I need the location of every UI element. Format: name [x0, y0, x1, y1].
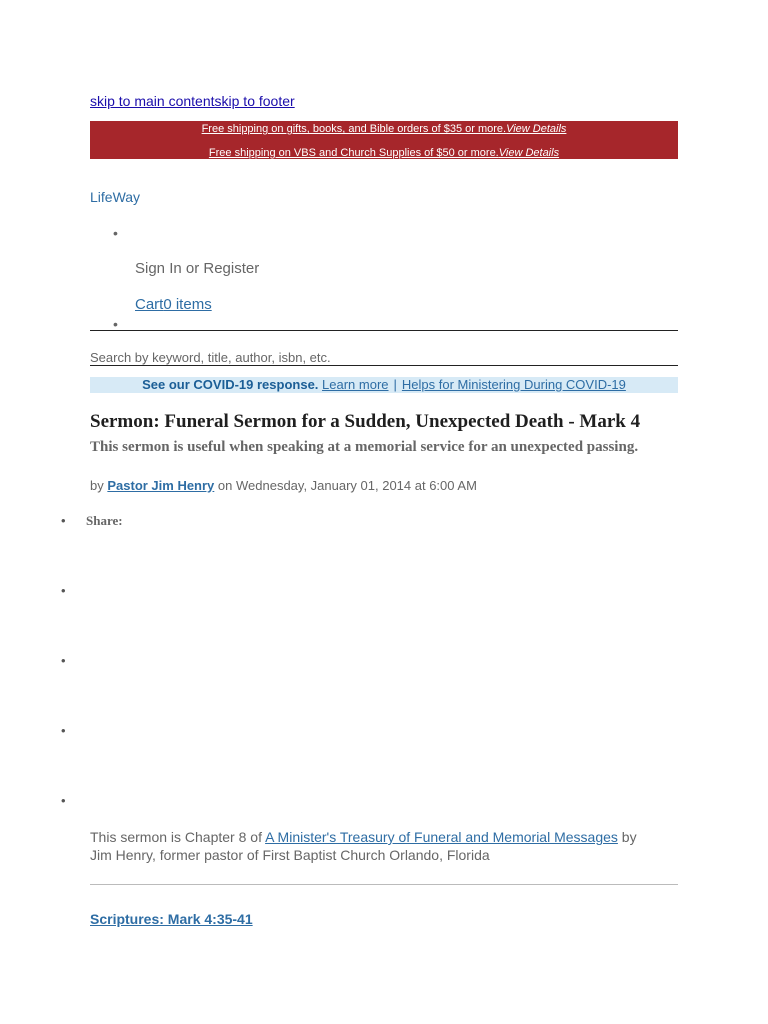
covid-banner: [90, 377, 678, 393]
cart-link[interactable]: [135, 296, 212, 313]
author-link[interactable]: Pastor Jim Henry: [107, 478, 215, 493]
covid-helps-link[interactable]: Helps for Ministering During COVID-19: [401, 377, 626, 392]
lifeway-logo[interactable]: LifeWay: [90, 189, 141, 205]
skip-to-footer-link[interactable]: skip to footer: [214, 93, 295, 109]
share-bullet: •: [61, 653, 66, 668]
article-title: Sermon: Funeral Sermon for a Sudden, Unexpected Death - Mark 4: [90, 411, 641, 432]
byline-date: on Wednesday, January 01, 2014 at 6:00 AM: [217, 478, 477, 493]
chapter-note: [90, 828, 650, 864]
byline-by: by: [90, 478, 104, 493]
article-subtitle: This sermon is useful when speaking at a memorial service for an unexpected passing.: [90, 439, 639, 455]
share-bullet: •: [61, 583, 66, 598]
cart-label: Cart: [135, 296, 164, 313]
share-bullet: •: [61, 793, 66, 808]
chapter-prefix: This sermon is Chapter 8 of: [90, 829, 262, 845]
nav-bullet: •: [113, 316, 118, 332]
learn-more-link[interactable]: Learn more: [322, 377, 389, 392]
header-divider: [90, 330, 678, 331]
cart-count: 0 items: [163, 296, 212, 313]
promo-banner: [90, 121, 678, 159]
share-bullet: •: [61, 723, 66, 738]
share-bullet: •: [61, 513, 66, 528]
promo-gifts-details-link[interactable]: View Details: [506, 123, 567, 135]
promo-gifts-text[interactable]: Free shipping on gifts, books, and Bible orders of $35 or more.: [201, 123, 507, 135]
nav-bullet: •: [113, 225, 118, 241]
promo-vbs-details-link[interactable]: View Details: [498, 147, 560, 159]
search-input[interactable]: [90, 350, 678, 365]
skip-links: [90, 93, 295, 109]
article-byline: [90, 478, 477, 493]
chapter-suffix: by Jim Henry, former pastor of First Baptist Church Orlando, Florida: [90, 829, 637, 863]
promo-line-vbs[interactable]: [90, 141, 678, 160]
promo-line-gifts[interactable]: [90, 121, 678, 141]
sign-in-register-link[interactable]: Sign In or Register: [135, 260, 260, 277]
book-link[interactable]: A Minister's Treasury of Funeral and Memorial Messages: [265, 829, 618, 845]
promo-vbs-text[interactable]: Free shipping on VBS and Church Supplies of $50 or more.: [208, 147, 499, 159]
covid-separator: |: [393, 377, 397, 392]
search-bar: [90, 349, 678, 366]
covid-response-text: See our COVID-19 response.: [142, 377, 319, 392]
scriptures-link[interactable]: Scriptures: Mark 4:35-41: [90, 911, 253, 927]
content-divider: [90, 884, 678, 885]
skip-to-main-link[interactable]: skip to main content: [90, 93, 215, 109]
share-label: Share:: [86, 513, 123, 528]
